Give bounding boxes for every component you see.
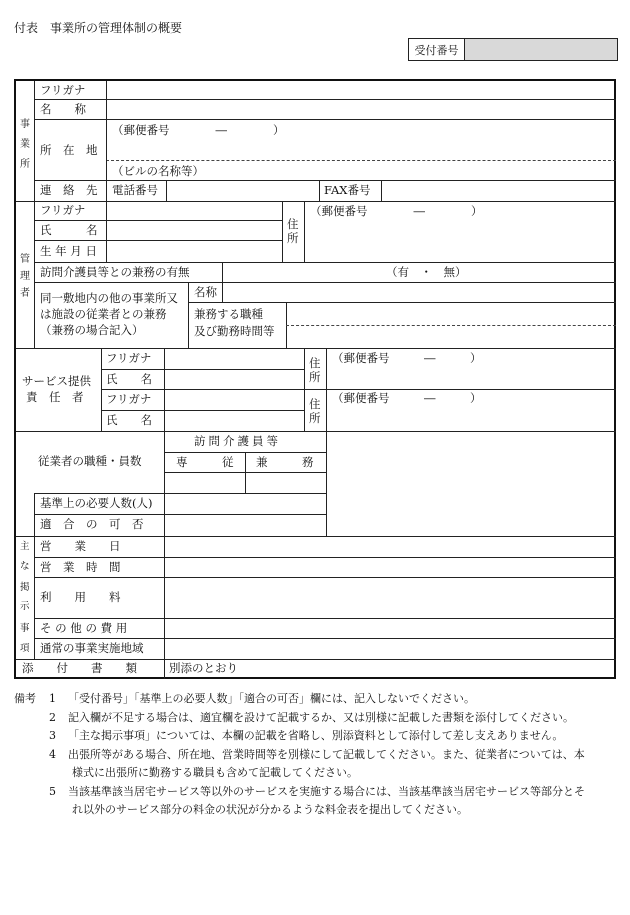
service-manager-label-line1: サービス提供: [22, 374, 91, 388]
manager-residence-label: 住所: [287, 217, 299, 245]
business-days-label: 営 業 日: [40, 539, 121, 553]
office-name-label: 名 称: [40, 102, 86, 116]
remark-number: 3: [49, 729, 56, 742]
remarks-head: 備考: [14, 692, 36, 705]
office-address-label: 所 在 地: [40, 143, 98, 157]
staff-required-label: 基準上の必要人数(人): [40, 496, 153, 510]
office-furigana-label: フリガナ: [40, 83, 86, 97]
office-phone-label: 電話番号: [112, 183, 158, 197]
manager-yes-no[interactable]: （有 ・ 無）: [386, 265, 467, 279]
office-fax-label: FAX番号: [324, 183, 371, 197]
manager-dob-label: 生 年 月 日: [40, 244, 97, 258]
remark-number: 5: [49, 784, 56, 798]
attachments-value: 別添のとおり: [169, 661, 238, 675]
service-manager-1-name: 氏 名: [106, 372, 152, 386]
manager-concurrent-other-line2: は施設の従業者との兼務: [40, 307, 167, 321]
remark-number: 1: [49, 692, 56, 705]
staff-concurrent-label: 兼 務: [256, 455, 314, 469]
manager-job-hours-line2: 及び勤務時間等: [194, 324, 275, 338]
manager-concurrent-other-line3: （兼務の場合記入）: [40, 323, 144, 337]
notices-char-1: 主: [20, 541, 30, 552]
service-manager-1-furigana: フリガナ: [106, 351, 152, 365]
remarks-section: [14, 690, 620, 820]
manager-job-hours-line1: 兼務する職種: [194, 307, 263, 321]
remark-item: [14, 746, 620, 765]
notices-char-3: 掲: [20, 582, 30, 593]
remark-text: 「受付番号」「基準上の必要人数」「適合の可否」欄には、記入しないでください。: [68, 692, 475, 705]
manager-name-label: 氏 名: [40, 223, 98, 237]
remark-text: 当該基準該当居宅サービス等以外のサービスを実施する場合には、当該基準該当居宅サービス等部分とそ: [68, 784, 585, 798]
service-manager-2-furigana: フリガナ: [106, 392, 152, 406]
receipt-number-field[interactable]: [465, 39, 617, 60]
manager-concurrent-visiting-label: 訪問介護員等との兼務の有無: [40, 265, 190, 279]
other-costs-label: そ の 他 の 費 用: [40, 621, 128, 635]
service-manager-label-line2: 責 任 者: [26, 390, 84, 404]
service-area-label: 通常の事業実施地域: [40, 641, 144, 655]
manager-postal-label: （郵便番号 ― ）: [310, 204, 483, 218]
management-structure-table: [14, 79, 616, 679]
remark-item: [14, 690, 620, 709]
remark-text: 記入欄が不足する場合は、適宜欄を設けて記載するか、又は別様に記載した書類を添付してください。: [68, 710, 574, 724]
manager-group-label: 管理者: [20, 254, 30, 299]
remark-text: 出張所等がある場合、所在地、営業時間等を別様にして記載してください。また、従業者については、本: [68, 747, 585, 761]
remark-item: [14, 727, 620, 746]
remark-number: 2: [49, 710, 56, 724]
attachments-label: 添 付 書 類: [22, 661, 137, 675]
remark-item: [14, 709, 620, 728]
remark-number: 4: [49, 747, 56, 761]
office-contact-label: 連 絡 先: [40, 183, 98, 197]
service-manager-1-postal: （郵便番号 ― ）: [332, 351, 482, 365]
notices-char-4: 示: [20, 601, 30, 612]
service-manager-2-postal: （郵便番号 ― ）: [332, 391, 482, 405]
service-manager-1-residence: 住所: [309, 356, 321, 384]
service-manager-2-name: 氏 名: [106, 413, 152, 427]
manager-facility-name-label: 名称: [194, 285, 217, 299]
remark-text: 「主な掲示事項」については、本欄の記載を省略し、別添資料として添付して差し支えありません。: [68, 729, 564, 742]
office-building-label: （ビルの名称等）: [112, 164, 204, 178]
remark-continuation: れ以外のサービス部分の料金の状況が分かるような料金表を提出してください。: [72, 803, 468, 816]
manager-concurrent-other-line1: 同一敷地内の他の事業所又: [40, 291, 178, 305]
form-title: 付表 事業所の管理体制の概要: [14, 21, 183, 35]
manager-furigana-label: フリガナ: [40, 203, 86, 217]
staff-fulltime-label: 専 従: [176, 455, 234, 469]
office-group-label: 事業所: [20, 119, 30, 170]
notices-char-6: 項: [20, 643, 30, 654]
service-manager-2-residence: 住所: [309, 397, 321, 425]
remark-item: [14, 783, 620, 802]
notices-char-5: 事: [20, 623, 30, 634]
office-postal-label: （郵便番号 ― ）: [112, 123, 285, 137]
receipt-number-label: 受付番号: [409, 39, 465, 60]
business-hours-label: 営 業 時 間: [40, 560, 121, 574]
receipt-number-box: [408, 38, 618, 61]
staff-category-label: 訪問介護員等: [194, 434, 281, 448]
staff-label: 従業者の職種・員数: [38, 454, 142, 468]
fees-label: 利 用 料: [40, 590, 121, 604]
remark-continuation: 様式に出張所に勤務する職員も含めて記載してください。: [72, 766, 358, 779]
notices-char-2: な: [20, 561, 30, 572]
staff-compliance-label: 適 合 の 可 否: [40, 517, 144, 531]
